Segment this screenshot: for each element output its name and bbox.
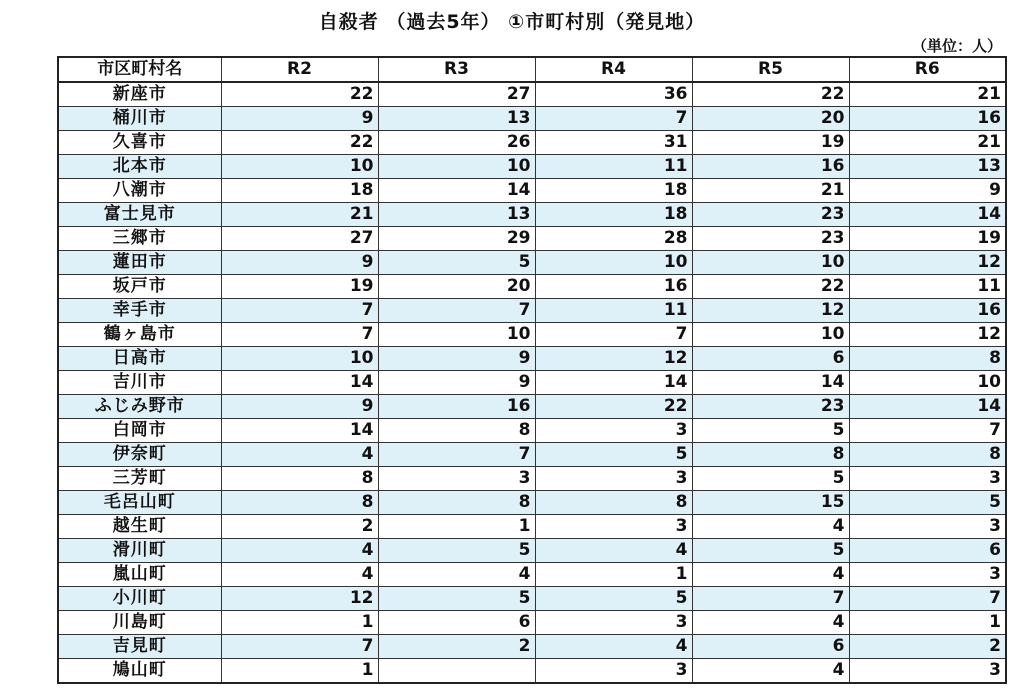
value-cell-r4: 4 — [535, 539, 692, 563]
column-header-r3: R3 — [378, 57, 535, 82]
value-cell-r6: 7 — [849, 587, 1006, 611]
value-cell-r4: 5 — [535, 443, 692, 467]
value-cell-r4: 1 — [535, 563, 692, 587]
value-cell-r5: 5 — [692, 539, 849, 563]
table-row — [58, 251, 1006, 275]
value-cell-r5: 10 — [692, 251, 849, 275]
table-row — [58, 491, 1006, 515]
table-row — [58, 275, 1006, 299]
header-row — [58, 57, 1006, 82]
value-cell-r4: 28 — [535, 227, 692, 251]
value-cell-r6: 21 — [849, 131, 1006, 155]
table-row — [58, 155, 1006, 179]
value-cell-r4: 14 — [535, 371, 692, 395]
value-cell-r3: 1 — [378, 515, 535, 539]
value-cell-r5: 8 — [692, 443, 849, 467]
table-row — [58, 635, 1006, 659]
value-cell-r4: 36 — [535, 82, 692, 107]
municipality-name-cell: 日高市 — [58, 347, 221, 371]
value-cell-r3: 4 — [378, 563, 535, 587]
table-row — [58, 179, 1006, 203]
municipality-name-cell: 三郷市 — [58, 227, 221, 251]
value-cell-r3: 5 — [378, 539, 535, 563]
value-cell-r6: 3 — [849, 659, 1006, 684]
value-cell-r6: 8 — [849, 347, 1006, 371]
value-cell-r6: 12 — [849, 251, 1006, 275]
value-cell-r4: 8 — [535, 491, 692, 515]
value-cell-r6: 6 — [849, 539, 1006, 563]
table-row — [58, 443, 1006, 467]
value-cell-r6: 10 — [849, 371, 1006, 395]
municipality-name-cell: 吉川市 — [58, 371, 221, 395]
value-cell-r2: 22 — [221, 82, 378, 107]
municipality-name-cell: 白岡市 — [58, 419, 221, 443]
value-cell-r3: 14 — [378, 179, 535, 203]
value-cell-r3: 5 — [378, 587, 535, 611]
table-row — [58, 539, 1006, 563]
value-cell-r2: 10 — [221, 347, 378, 371]
value-cell-r3: 26 — [378, 131, 535, 155]
municipality-name-cell: 小川町 — [58, 587, 221, 611]
value-cell-r2: 7 — [221, 299, 378, 323]
value-cell-r2: 2 — [221, 515, 378, 539]
value-cell-r5: 10 — [692, 323, 849, 347]
municipality-name-cell: 富士見市 — [58, 203, 221, 227]
table-row — [58, 515, 1006, 539]
value-cell-r6: 8 — [849, 443, 1006, 467]
municipality-name-cell: 蓮田市 — [58, 251, 221, 275]
value-cell-r2: 10 — [221, 155, 378, 179]
value-cell-r2: 22 — [221, 131, 378, 155]
value-cell-r5: 20 — [692, 107, 849, 131]
value-cell-r2: 7 — [221, 323, 378, 347]
column-header-r4: R4 — [535, 57, 692, 82]
value-cell-r5: 4 — [692, 611, 849, 635]
value-cell-r4: 18 — [535, 179, 692, 203]
value-cell-r4: 5 — [535, 587, 692, 611]
value-cell-r5: 14 — [692, 371, 849, 395]
municipality-name-cell: 新座市 — [58, 82, 221, 107]
municipality-name-cell: 鳩山町 — [58, 659, 221, 684]
value-cell-r4: 3 — [535, 467, 692, 491]
value-cell-r3: 9 — [378, 347, 535, 371]
value-cell-r5: 16 — [692, 155, 849, 179]
value-cell-r5: 15 — [692, 491, 849, 515]
value-cell-r2: 8 — [221, 491, 378, 515]
table-row — [58, 563, 1006, 587]
table-row — [58, 299, 1006, 323]
value-cell-r6: 14 — [849, 203, 1006, 227]
municipality-name-cell: 滑川町 — [58, 539, 221, 563]
municipality-name-cell: 幸手市 — [58, 299, 221, 323]
value-cell-r6: 7 — [849, 419, 1006, 443]
municipality-name-cell: 嵐山町 — [58, 563, 221, 587]
municipality-name-cell: 川島町 — [58, 611, 221, 635]
table-row — [58, 395, 1006, 419]
value-cell-r5: 19 — [692, 131, 849, 155]
value-cell-r2: 8 — [221, 467, 378, 491]
table-row — [58, 131, 1006, 155]
value-cell-r2: 4 — [221, 539, 378, 563]
municipality-name-cell: ふじみ野市 — [58, 395, 221, 419]
value-cell-r6: 12 — [849, 323, 1006, 347]
table-row — [58, 659, 1006, 684]
table-row — [58, 347, 1006, 371]
page-title: 自殺者 （過去5年） ①市町村別（発見地） — [318, 11, 706, 33]
municipality-name-cell: 北本市 — [58, 155, 221, 179]
column-header-r2: R2 — [221, 57, 378, 82]
column-header-r6: R6 — [849, 57, 1006, 82]
value-cell-r2: 7 — [221, 635, 378, 659]
municipality-name-cell: 鶴ヶ島市 — [58, 323, 221, 347]
value-cell-r3: 10 — [378, 155, 535, 179]
value-cell-r6: 13 — [849, 155, 1006, 179]
value-cell-r6: 16 — [849, 107, 1006, 131]
value-cell-r2: 9 — [221, 251, 378, 275]
value-cell-r4: 3 — [535, 659, 692, 684]
value-cell-r6: 9 — [849, 179, 1006, 203]
value-cell-r4: 31 — [535, 131, 692, 155]
value-cell-r6: 2 — [849, 635, 1006, 659]
value-cell-r5: 22 — [692, 82, 849, 107]
municipality-name-cell: 毛呂山町 — [58, 491, 221, 515]
municipality-name-cell: 坂戸市 — [58, 275, 221, 299]
value-cell-r3: 8 — [378, 491, 535, 515]
value-cell-r6: 11 — [849, 275, 1006, 299]
value-cell-r4: 3 — [535, 419, 692, 443]
value-cell-r4: 11 — [535, 155, 692, 179]
value-cell-r3: 16 — [378, 395, 535, 419]
table-row — [58, 611, 1006, 635]
value-cell-r3: 13 — [378, 107, 535, 131]
municipality-name-cell: 吉見町 — [58, 635, 221, 659]
value-cell-r2: 4 — [221, 443, 378, 467]
value-cell-r4: 7 — [535, 107, 692, 131]
value-cell-r3: 13 — [378, 203, 535, 227]
table-body — [58, 82, 1006, 683]
value-cell-r5: 4 — [692, 515, 849, 539]
value-cell-r3: 7 — [378, 299, 535, 323]
value-cell-r6: 5 — [849, 491, 1006, 515]
data-table — [57, 56, 1007, 684]
value-cell-r3: 27 — [378, 82, 535, 107]
value-cell-r6: 16 — [849, 299, 1006, 323]
value-cell-r6: 14 — [849, 395, 1006, 419]
value-cell-r2: 9 — [221, 395, 378, 419]
value-cell-r6: 3 — [849, 563, 1006, 587]
table-row — [58, 82, 1006, 107]
value-cell-r5: 22 — [692, 275, 849, 299]
value-cell-r4: 16 — [535, 275, 692, 299]
value-cell-r4: 3 — [535, 611, 692, 635]
value-cell-r2: 9 — [221, 107, 378, 131]
value-cell-r2: 12 — [221, 587, 378, 611]
value-cell-r6: 3 — [849, 467, 1006, 491]
value-cell-r4: 10 — [535, 251, 692, 275]
value-cell-r5: 23 — [692, 227, 849, 251]
municipality-name-cell: 越生町 — [58, 515, 221, 539]
municipality-name-cell: 八潮市 — [58, 179, 221, 203]
value-cell-r4: 3 — [535, 515, 692, 539]
value-cell-r4: 18 — [535, 203, 692, 227]
value-cell-r6: 21 — [849, 82, 1006, 107]
value-cell-r5: 7 — [692, 587, 849, 611]
municipality-name-cell: 久喜市 — [58, 131, 221, 155]
value-cell-r5: 6 — [692, 635, 849, 659]
table-row — [58, 227, 1006, 251]
value-cell-r2: 18 — [221, 179, 378, 203]
table-row — [58, 371, 1006, 395]
table-header — [58, 57, 1006, 82]
unit-label: （単位：人） — [911, 37, 1002, 55]
value-cell-r3: 9 — [378, 371, 535, 395]
value-cell-r5: 5 — [692, 419, 849, 443]
value-cell-r3: 7 — [378, 443, 535, 467]
value-cell-r5: 21 — [692, 179, 849, 203]
value-cell-r5: 23 — [692, 203, 849, 227]
value-cell-r2: 1 — [221, 611, 378, 635]
value-cell-r3: 6 — [378, 611, 535, 635]
value-cell-r3: 2 — [378, 635, 535, 659]
table-row — [58, 419, 1006, 443]
value-cell-r2: 1 — [221, 659, 378, 684]
value-cell-r4: 22 — [535, 395, 692, 419]
value-cell-r2: 4 — [221, 563, 378, 587]
value-cell-r5: 4 — [692, 659, 849, 684]
value-cell-r4: 12 — [535, 347, 692, 371]
value-cell-r4: 7 — [535, 323, 692, 347]
value-cell-r4: 11 — [535, 299, 692, 323]
value-cell-r4: 4 — [535, 635, 692, 659]
value-cell-r2: 21 — [221, 203, 378, 227]
table-row — [58, 107, 1006, 131]
table-row — [58, 467, 1006, 491]
value-cell-r5: 4 — [692, 563, 849, 587]
value-cell-r6: 19 — [849, 227, 1006, 251]
municipality-name-cell: 伊奈町 — [58, 443, 221, 467]
value-cell-r2: 19 — [221, 275, 378, 299]
value-cell-r3: 5 — [378, 251, 535, 275]
value-cell-r3: 10 — [378, 323, 535, 347]
value-cell-r6: 1 — [849, 611, 1006, 635]
value-cell-r2: 14 — [221, 419, 378, 443]
column-header-r5: R5 — [692, 57, 849, 82]
table-row — [58, 323, 1006, 347]
value-cell-r5: 6 — [692, 347, 849, 371]
municipality-name-cell: 桶川市 — [58, 107, 221, 131]
table-row — [58, 587, 1006, 611]
value-cell-r3 — [378, 659, 535, 684]
value-cell-r5: 5 — [692, 467, 849, 491]
value-cell-r6: 3 — [849, 515, 1006, 539]
value-cell-r5: 23 — [692, 395, 849, 419]
value-cell-r3: 29 — [378, 227, 535, 251]
value-cell-r5: 12 — [692, 299, 849, 323]
value-cell-r2: 14 — [221, 371, 378, 395]
value-cell-r3: 8 — [378, 419, 535, 443]
column-header-name: 市区町村名 — [58, 57, 221, 82]
value-cell-r3: 20 — [378, 275, 535, 299]
value-cell-r3: 3 — [378, 467, 535, 491]
municipality-name-cell: 三芳町 — [58, 467, 221, 491]
table-row — [58, 203, 1006, 227]
value-cell-r2: 27 — [221, 227, 378, 251]
